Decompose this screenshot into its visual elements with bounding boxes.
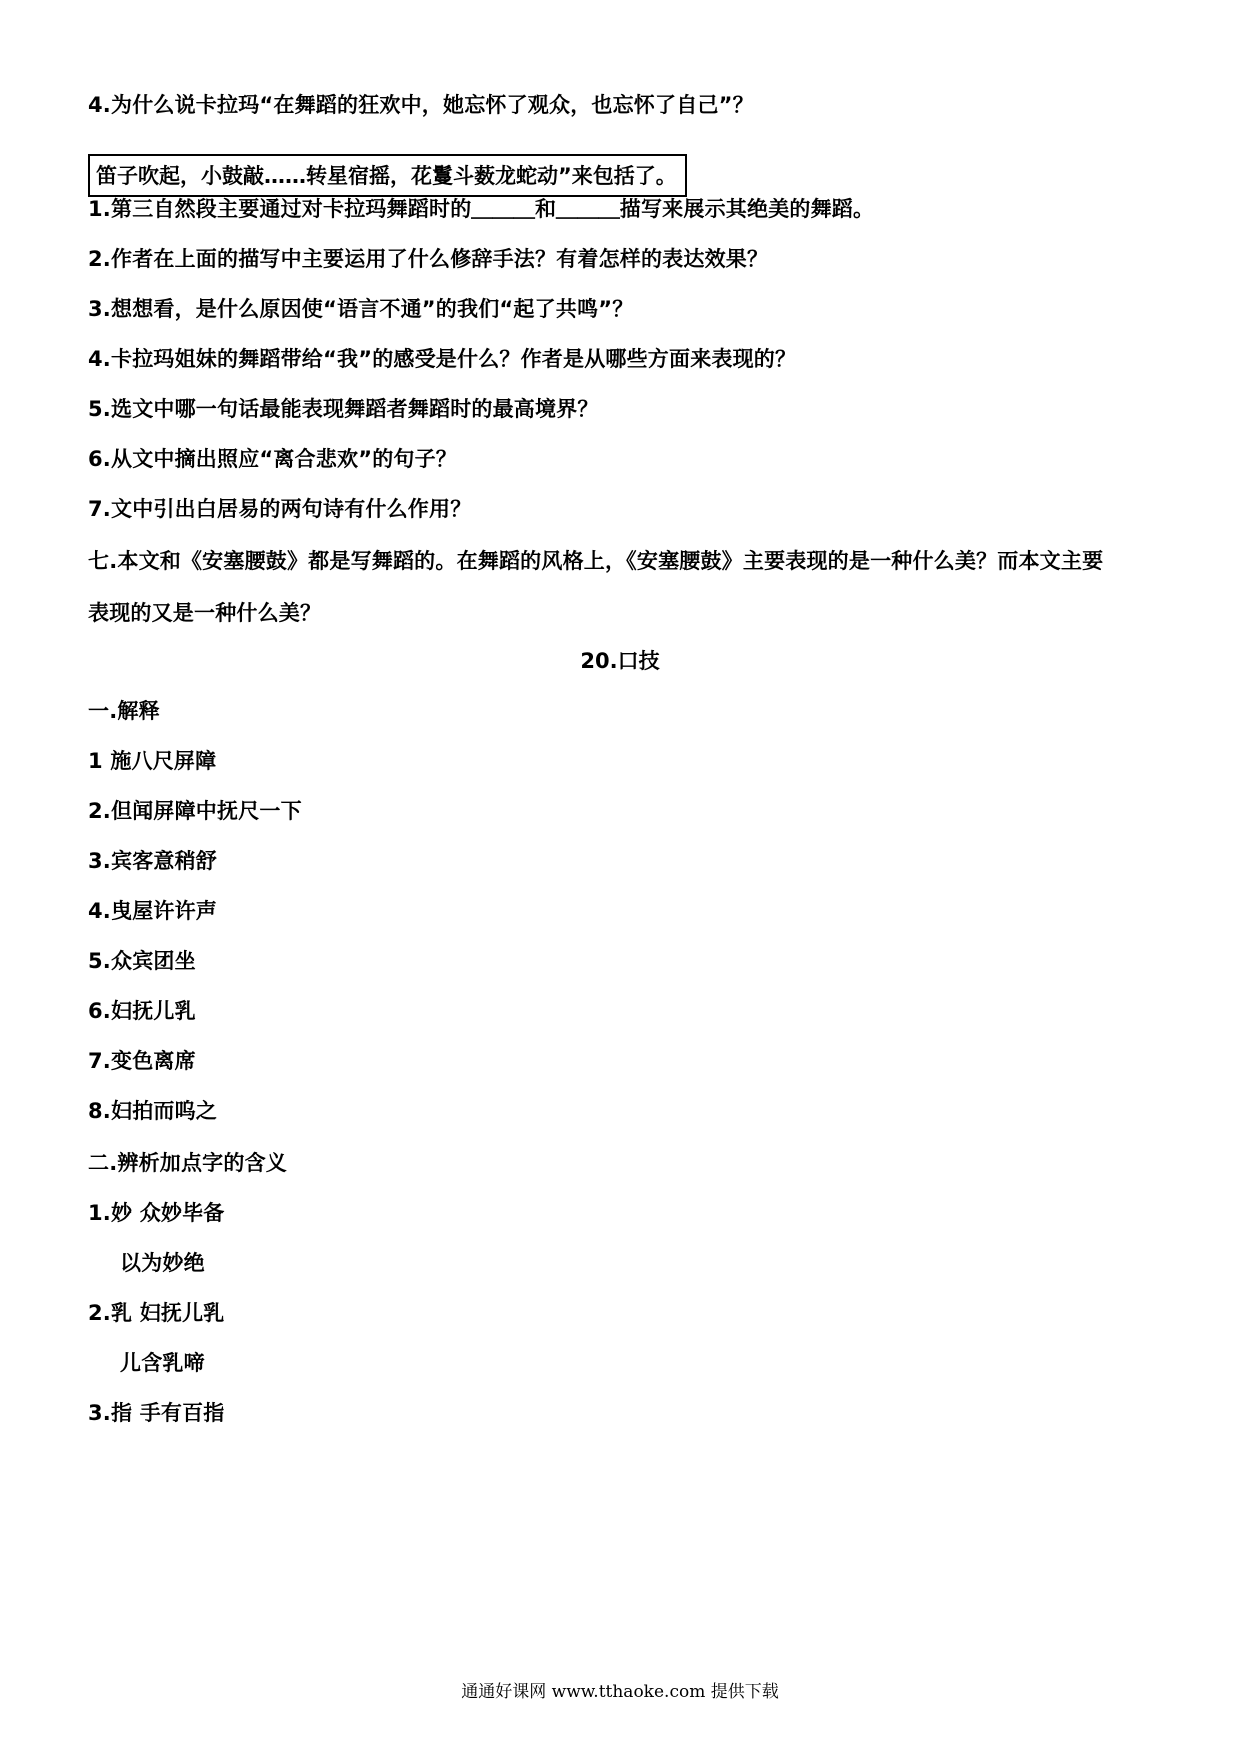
explain-item-5: 5.众宾团坐 xyxy=(88,949,196,973)
explain-item-3: 3.宾客意稍舒 xyxy=(88,849,217,873)
part-2-heading: 二.辨析加点字的含义 xyxy=(88,1151,287,1175)
distinguish-item-2: 2.乳 妇抚儿乳 xyxy=(88,1301,225,1325)
question-3: 3.想想看，是什么原因使“语言不通”的我们“起了共鸣”？ xyxy=(88,297,634,321)
distinguish-item-3: 3.指 手有百指 xyxy=(88,1401,225,1425)
question-2: 2.作者在上面的描写中主要运用了什么修辞手法？有着怎样的表达效果？ xyxy=(88,247,769,271)
question-4: 4.卡拉玛姐妹的舞蹈带给“我”的感受是什么？作者是从哪些方面来表现的？ xyxy=(88,347,797,371)
question-seven-line-1: 七.本文和《安塞腰鼓》都是写舞蹈的。在舞蹈的风格上，《安塞腰鼓》主要表现的是一种什么美？而本文主要 xyxy=(88,549,1104,573)
distinguish-item-2b: 儿含乳啼 xyxy=(120,1351,205,1375)
explain-item-8: 8.妇拍而呜之 xyxy=(88,1099,217,1123)
question-1: 1.第三自然段主要通过对卡拉玛舞蹈时的＿＿＿和＿＿＿描写来展示其绝美的舞蹈。 xyxy=(88,197,875,221)
distinguish-item-1b: 以为妙绝 xyxy=(120,1251,205,1275)
part-1-heading: 一.解释 xyxy=(88,699,160,723)
boxed-quote: 笛子吹起，小鼓敲……转星宿摇，花鬘斗薮龙蛇动”来包括了。 xyxy=(88,154,687,197)
distinguish-item-1: 1.妙 众妙毕备 xyxy=(88,1201,225,1225)
explain-item-6: 6.妇抚儿乳 xyxy=(88,999,196,1023)
explain-item-7: 7.变色离席 xyxy=(88,1049,196,1073)
explain-item-1: 1 施八尺屏障 xyxy=(88,749,217,773)
section-title: 20.口技 xyxy=(580,649,660,673)
question-6: 6.从文中摘出照应“离合悲欢”的句子？ xyxy=(88,447,457,471)
question-5: 5.选文中哪一句话最能表现舞蹈者舞蹈时的最高境界？ xyxy=(88,397,599,421)
explain-item-2: 2.但闻屏障中抚尺一下 xyxy=(88,799,302,823)
page-footer: 通通好课网 www.tthaoke.com 提供下载 xyxy=(461,1682,779,1702)
question-seven-line-2: 表现的又是一种什么美？ xyxy=(88,601,322,625)
question-why-karama: 4.为什么说卡拉玛“在舞蹈的狂欢中，她忘怀了观众，也忘怀了自己”？ xyxy=(88,93,754,117)
explain-item-4: 4.曳屋许许声 xyxy=(88,899,217,923)
question-7: 7.文中引出白居易的两句诗有什么作用？ xyxy=(88,497,472,521)
